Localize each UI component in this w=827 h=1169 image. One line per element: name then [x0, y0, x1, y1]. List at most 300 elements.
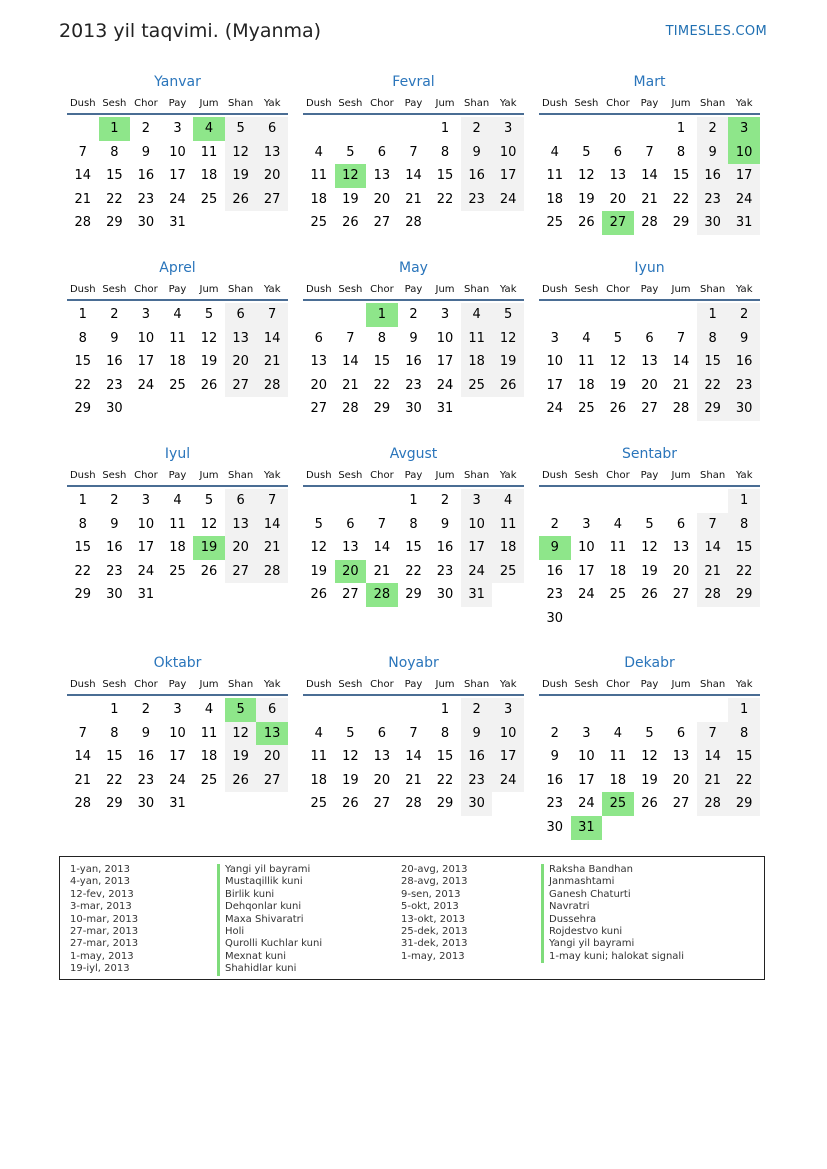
day-cell: 24 [492, 769, 524, 793]
weekday-label: Jum [199, 470, 219, 481]
day-cell: 16 [137, 168, 155, 184]
day-cell: 16 [405, 354, 422, 370]
day-cell: 4 [314, 144, 323, 160]
empty-cell [571, 303, 603, 327]
day-cell-holiday: 31 [571, 816, 603, 840]
weekday-label: Jum [435, 284, 455, 295]
weekday-label: Sesh [574, 284, 599, 295]
day-cell: 7 [697, 722, 729, 746]
weekday-label: Sesh [102, 284, 127, 295]
holiday-date: 1-may, 2013 [401, 950, 465, 962]
weekday-label: Chor [606, 679, 630, 690]
day-cell: 26 [200, 563, 218, 579]
day-cell: 22 [405, 563, 422, 579]
day-cell: 4 [173, 493, 182, 508]
day-cell: 10 [578, 540, 595, 556]
day-cell: 11 [310, 168, 328, 184]
day-cell: 8 [440, 725, 450, 741]
day-cell: 9 [461, 141, 493, 165]
weekday-label: Sesh [102, 470, 127, 481]
weekday-label: Pay [404, 284, 423, 295]
day-cell: 25 [169, 563, 186, 579]
weekday-label: Dush [305, 470, 332, 481]
day-cell: 7 [256, 303, 288, 327]
day-cell: 9 [141, 725, 151, 741]
day-cell: 27 [342, 587, 359, 603]
day-cell: 26 [310, 587, 328, 603]
day-cell: 30 [461, 792, 493, 816]
day-cell: 5 [582, 144, 591, 160]
day-cell: 10 [578, 749, 595, 765]
day-cell: 18 [169, 354, 186, 370]
holiday-name: Dussehra [541, 914, 684, 926]
holiday-list [59, 856, 765, 980]
day-cell: 22 [436, 191, 454, 207]
day-cell: 26 [641, 587, 658, 603]
day-cell: 6 [346, 516, 355, 532]
holiday-name: Navratri [541, 901, 684, 913]
day-cell: 16 [461, 164, 493, 188]
day-cell: 29 [728, 792, 760, 816]
weekday-label: Dush [69, 470, 96, 481]
day-cell-holiday: 12 [335, 164, 367, 188]
weekday-label: Shan [228, 679, 254, 690]
day-grid [67, 117, 288, 235]
day-cell: 9 [110, 330, 119, 346]
day-cell: 10 [461, 513, 493, 537]
day-cell: 8 [78, 330, 87, 346]
day-cell: 25 [310, 796, 328, 812]
day-cell: 3 [492, 117, 524, 141]
day-cell: 15 [74, 354, 92, 370]
day-cell: 17 [492, 164, 524, 188]
day-cell: 26 [578, 215, 595, 231]
day-cell: 15 [728, 536, 760, 560]
day-cell: 11 [609, 540, 627, 556]
day-cell: 25 [200, 772, 218, 788]
holiday-name: Dehqonlar kuni [217, 901, 322, 913]
day-cell: 7 [78, 725, 87, 741]
day-cell: 21 [74, 191, 92, 207]
day-cell: 19 [641, 563, 658, 579]
day-cell: 30 [728, 397, 760, 421]
empty-cell [398, 698, 430, 722]
weekday-label: Pay [168, 284, 187, 295]
day-cell: 26 [342, 215, 359, 231]
day-cell: 20 [641, 377, 658, 393]
weekday-label: Pay [404, 470, 423, 481]
day-cell: 13 [373, 168, 391, 184]
weekday-label: Chor [134, 679, 158, 690]
day-cell: 24 [578, 796, 595, 812]
day-cell: 26 [609, 401, 627, 417]
day-cell: 14 [342, 354, 359, 370]
empty-cell [67, 117, 99, 141]
month-iyun [539, 258, 760, 421]
day-cell: 10 [169, 144, 186, 160]
weekday-label: Chor [134, 470, 158, 481]
empty-cell [571, 489, 603, 513]
weekday-label: Jum [435, 98, 455, 109]
day-cell: 5 [645, 516, 654, 532]
day-cell-holiday: 1 [99, 117, 131, 141]
day-cell: 17 [169, 749, 186, 765]
day-cell: 23 [106, 563, 123, 579]
holiday-date: 27-mar, 2013 [70, 938, 139, 950]
day-cell: 4 [582, 330, 591, 346]
day-cell: 3 [173, 121, 182, 136]
day-cell: 27 [225, 560, 257, 584]
day-cell-holiday: 5 [225, 698, 257, 722]
day-cell: 12 [492, 327, 524, 351]
day-cell: 25 [492, 560, 524, 584]
day-cell: 25 [609, 587, 627, 603]
day-cell: 12 [310, 540, 328, 556]
weekday-label: Shan [464, 679, 490, 690]
month-title: Fevral [392, 74, 435, 90]
day-cell: 13 [672, 540, 690, 556]
day-cell: 24 [137, 563, 155, 579]
day-cell: 27 [310, 401, 328, 417]
weekday-label: Pay [168, 98, 187, 109]
day-cell: 27 [256, 769, 288, 793]
day-cell: 21 [641, 191, 658, 207]
weekday-label: Yak [263, 98, 281, 109]
day-cell: 4 [461, 303, 493, 327]
day-cell: 2 [728, 303, 760, 327]
day-cell: 19 [578, 191, 595, 207]
weekday-label: Pay [168, 470, 187, 481]
day-cell: 27 [225, 374, 257, 398]
holiday-name: Yangi yil bayrami [541, 938, 684, 950]
empty-cell [303, 698, 335, 722]
day-cell: 1 [440, 121, 450, 136]
day-cell: 29 [373, 401, 391, 417]
day-cell: 31 [728, 211, 760, 235]
holiday-name: Maxa Shivaratri [217, 914, 322, 926]
holiday-name: Mustaqillik kuni [217, 876, 322, 888]
day-cell: 8 [676, 144, 686, 160]
month-title: Avgust [389, 446, 438, 462]
day-cell: 2 [440, 493, 450, 508]
holiday-date: 20-avg, 2013 [401, 864, 468, 875]
day-cell: 16 [106, 354, 123, 370]
day-cell: 24 [728, 188, 760, 212]
day-cell: 27 [373, 215, 391, 231]
month-sentabr [539, 444, 760, 631]
day-cell: 2 [409, 307, 418, 322]
day-cell: 14 [697, 745, 729, 769]
weekday-label: Sesh [338, 470, 363, 481]
day-cell: 7 [377, 516, 387, 532]
brand-link[interactable]: TIMESLES.COM [665, 24, 767, 39]
holiday-name: Rojdestvo kuni [541, 926, 684, 938]
day-cell: 27 [641, 401, 658, 417]
month-yanvar [67, 72, 288, 235]
holiday-date: 28-avg, 2013 [401, 876, 468, 888]
weekday-header [539, 94, 760, 115]
day-cell: 20 [609, 191, 627, 207]
weekday-label: Dush [69, 679, 96, 690]
day-cell: 13 [672, 749, 690, 765]
day-cell: 5 [645, 725, 654, 741]
weekday-label: Pay [640, 284, 659, 295]
day-cell-holiday: 28 [366, 583, 398, 607]
weekday-label: Jum [199, 679, 219, 690]
day-cell: 2 [461, 698, 493, 722]
day-cell: 14 [672, 354, 690, 370]
day-cell: 4 [314, 725, 323, 741]
day-cell: 2 [550, 516, 559, 532]
weekday-label: Sesh [338, 284, 363, 295]
day-cell: 24 [546, 401, 564, 417]
weekday-label: Pay [640, 679, 659, 690]
month-aprel [67, 258, 288, 421]
weekday-label: Chor [370, 284, 394, 295]
day-cell: 27 [672, 587, 690, 603]
empty-cell [697, 698, 729, 722]
holiday-date: 27-mar, 2013 [70, 925, 139, 937]
day-cell: 28 [641, 215, 658, 231]
day-cell: 24 [137, 377, 155, 393]
weekday-label: Chor [370, 679, 394, 690]
holiday-dates-right [401, 864, 468, 963]
day-cell: 18 [310, 191, 328, 207]
holiday-name: 1-may kuni; halokat signali [541, 951, 684, 963]
day-cell: 24 [436, 377, 454, 393]
weekday-label: Yak [499, 98, 517, 109]
day-cell: 3 [550, 330, 559, 346]
day-cell: 19 [342, 191, 359, 207]
day-cell: 30 [106, 401, 123, 417]
weekday-label: Jum [671, 679, 691, 690]
day-cell: 22 [672, 191, 690, 207]
day-cell: 19 [200, 354, 218, 370]
weekday-label: Yak [263, 470, 281, 481]
day-cell: 11 [492, 513, 524, 537]
day-cell: 20 [373, 191, 391, 207]
day-cell: 17 [461, 536, 493, 560]
day-grid [539, 117, 760, 235]
month-title: Dekabr [624, 655, 675, 671]
day-cell: 29 [74, 587, 92, 603]
day-cell: 16 [697, 164, 729, 188]
day-cell: 27 [672, 796, 690, 812]
day-cell: 24 [169, 191, 186, 207]
day-grid [539, 489, 760, 631]
day-cell: 31 [436, 401, 454, 417]
empty-cell [366, 489, 398, 513]
day-cell: 29 [106, 796, 123, 812]
day-cell: 21 [256, 536, 288, 560]
day-cell: 7 [78, 144, 87, 160]
day-cell: 30 [405, 401, 422, 417]
day-cell: 11 [200, 725, 218, 741]
empty-cell [67, 698, 99, 722]
month-noyabr [303, 653, 524, 816]
day-cell: 24 [169, 772, 186, 788]
empty-cell [335, 303, 367, 327]
holiday-date: 13-okt, 2013 [401, 913, 466, 925]
day-cell: 16 [546, 563, 564, 579]
day-cell: 14 [74, 749, 92, 765]
weekday-header [67, 280, 288, 301]
day-cell: 23 [405, 377, 422, 393]
holiday-date: 5-okt, 2013 [401, 901, 459, 913]
day-cell: 6 [377, 725, 387, 741]
day-cell: 23 [461, 769, 493, 793]
weekday-label: Chor [606, 284, 630, 295]
weekday-label: Jum [671, 470, 691, 481]
day-cell: 8 [728, 722, 760, 746]
day-cell: 13 [225, 327, 257, 351]
day-cell: 7 [676, 330, 686, 346]
weekday-label: Yak [499, 284, 517, 295]
day-cell: 19 [641, 772, 658, 788]
weekday-header [303, 94, 524, 115]
day-cell: 9 [141, 144, 151, 160]
day-grid [67, 303, 288, 421]
month-may [303, 258, 524, 421]
day-cell: 17 [578, 772, 595, 788]
day-cell: 3 [173, 702, 182, 717]
empty-cell [571, 117, 603, 141]
day-cell: 11 [578, 354, 595, 370]
weekday-label: Chor [606, 98, 630, 109]
day-cell-holiday: 3 [728, 117, 760, 141]
day-cell: 3 [582, 725, 591, 741]
day-cell: 29 [106, 215, 123, 231]
holiday-name: Qurolli Kuchlar kuni [217, 938, 322, 950]
day-cell: 11 [609, 749, 627, 765]
weekday-label: Yak [735, 284, 753, 295]
day-cell: 26 [200, 377, 218, 393]
day-cell: 25 [169, 377, 186, 393]
day-cell: 15 [728, 745, 760, 769]
day-cell: 29 [436, 796, 454, 812]
holiday-names-left [217, 864, 322, 976]
day-cell: 8 [440, 144, 450, 160]
weekday-label: Sesh [102, 98, 127, 109]
weekday-label: Dush [69, 98, 96, 109]
day-cell: 1 [110, 702, 119, 717]
empty-cell [602, 303, 634, 327]
day-cell: 5 [613, 330, 623, 346]
day-cell: 9 [697, 141, 729, 165]
day-cell: 28 [697, 583, 729, 607]
weekday-label: Shan [228, 98, 254, 109]
day-cell: 2 [110, 493, 119, 508]
day-cell: 16 [728, 350, 760, 374]
day-cell: 27 [373, 796, 391, 812]
day-cell: 22 [697, 374, 729, 398]
day-cell: 22 [74, 563, 92, 579]
day-cell: 29 [697, 397, 729, 421]
day-cell: 23 [546, 796, 564, 812]
day-cell: 17 [578, 563, 595, 579]
day-cell: 9 [440, 516, 450, 532]
holiday-name: Mexnat kuni [217, 951, 322, 963]
day-cell: 1 [728, 698, 760, 722]
weekday-label: Shan [700, 470, 726, 481]
day-cell: 7 [697, 513, 729, 537]
day-cell: 9 [409, 330, 418, 346]
day-cell: 20 [225, 350, 257, 374]
month-title: Mart [633, 74, 666, 90]
day-cell: 2 [110, 307, 119, 322]
day-cell: 20 [310, 377, 328, 393]
weekday-header [303, 280, 524, 301]
day-cell: 17 [436, 354, 454, 370]
day-cell: 14 [641, 168, 658, 184]
day-cell: 5 [346, 144, 355, 160]
day-cell: 29 [672, 215, 690, 231]
day-cell: 3 [440, 307, 450, 322]
weekday-label: Shan [464, 284, 490, 295]
holiday-date: 3-mar, 2013 [70, 901, 132, 913]
day-grid [303, 698, 524, 816]
day-cell: 19 [492, 350, 524, 374]
day-cell: 5 [314, 516, 323, 532]
day-cell: 5 [346, 725, 355, 741]
day-cell: 28 [256, 374, 288, 398]
day-cell: 12 [641, 749, 658, 765]
day-cell: 6 [676, 725, 686, 741]
day-cell: 17 [137, 354, 155, 370]
day-cell: 23 [728, 374, 760, 398]
day-cell: 25 [461, 374, 493, 398]
day-cell: 6 [256, 698, 288, 722]
empty-cell [634, 489, 666, 513]
day-cell: 11 [169, 516, 186, 532]
holiday-name: Yangi yil bayrami [217, 864, 322, 876]
day-cell: 2 [141, 121, 151, 136]
empty-cell [665, 489, 697, 513]
day-cell: 7 [346, 330, 355, 346]
day-cell: 25 [546, 215, 564, 231]
day-cell: 6 [377, 144, 387, 160]
day-grid [67, 489, 288, 607]
day-cell: 6 [676, 516, 686, 532]
day-cell: 17 [137, 540, 155, 556]
day-cell: 18 [310, 772, 328, 788]
day-cell: 7 [645, 144, 654, 160]
day-cell: 1 [728, 489, 760, 513]
day-cell: 21 [697, 560, 729, 584]
day-cell: 24 [461, 560, 493, 584]
day-grid [539, 303, 760, 421]
holiday-name: Birlik kuni [217, 889, 322, 901]
month-title: Oktabr [153, 655, 202, 671]
day-cell: 15 [373, 354, 391, 370]
day-cell-holiday: 27 [602, 211, 634, 235]
day-cell: 16 [546, 772, 564, 788]
day-cell: 24 [492, 188, 524, 212]
day-cell: 14 [373, 540, 391, 556]
weekday-label: Dush [541, 284, 568, 295]
month-title: Sentabr [621, 446, 678, 462]
empty-cell [602, 117, 634, 141]
day-grid [303, 303, 524, 421]
month-title: May [399, 260, 428, 276]
weekday-label: Dush [541, 679, 568, 690]
day-cell: 18 [492, 536, 524, 560]
weekday-label: Shan [228, 470, 254, 481]
day-cell: 9 [728, 327, 760, 351]
day-cell: 10 [137, 516, 155, 532]
day-cell: 30 [137, 796, 155, 812]
day-cell: 18 [609, 772, 627, 788]
